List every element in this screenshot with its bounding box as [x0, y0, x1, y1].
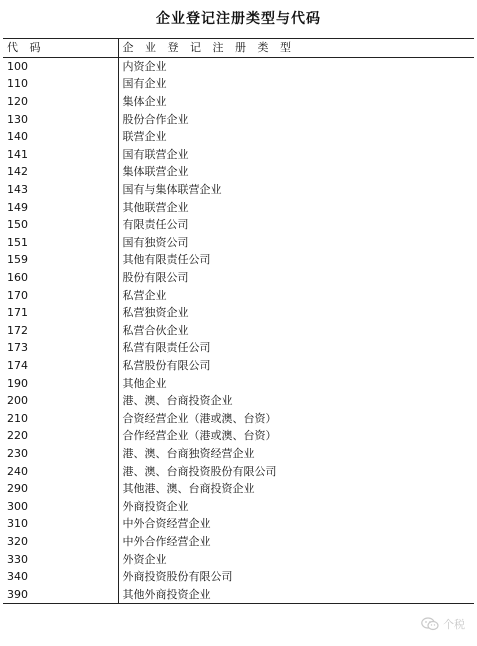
code-column-header: 代 码 [7, 41, 45, 55]
code-cell: 174 [7, 358, 28, 372]
code-cell: 100 [7, 59, 28, 73]
watermark-text: 个税 [443, 618, 465, 631]
code-cell: 159 [7, 253, 28, 267]
type-name-cell: 国有联营企业 [118, 146, 474, 164]
table-row [3, 251, 474, 269]
table-row [3, 550, 474, 568]
table-row [3, 181, 474, 199]
code-cell: 142 [7, 165, 28, 179]
table-row [3, 427, 474, 445]
table-row [3, 322, 474, 340]
type-name-cell: 私营合伙企业 [118, 322, 474, 340]
type-name-cell: 其他有限责任公司 [118, 251, 474, 269]
code-cell: 143 [7, 183, 28, 197]
type-name-cell: 其他企业 [118, 374, 474, 392]
code-cell: 390 [7, 587, 28, 601]
type-name-cell: 国有独资公司 [118, 234, 474, 252]
table-row [3, 462, 474, 480]
type-name-cell: 其他港、澳、台商投资企业 [118, 480, 474, 498]
code-cell: 172 [7, 323, 28, 337]
type-name-cell: 私营独资企业 [118, 304, 474, 322]
type-name-cell: 外商投资企业 [118, 497, 474, 515]
code-cell: 230 [7, 446, 28, 460]
wechat-icon [421, 617, 439, 631]
table-body [3, 57, 474, 603]
type-name-cell: 私营股份有限公司 [118, 357, 474, 375]
table-row [3, 374, 474, 392]
type-name-cell: 国有与集体联营企业 [118, 181, 474, 199]
table-row [3, 392, 474, 410]
type-name-cell: 中外合作经营企业 [118, 533, 474, 551]
table-row [3, 409, 474, 427]
registration-type-table [3, 38, 474, 604]
type-name-cell: 联营企业 [118, 128, 474, 146]
code-cell: 320 [7, 534, 28, 548]
table-row [3, 234, 474, 252]
table-row [3, 286, 474, 304]
table-row [3, 163, 474, 181]
type-name-cell: 其他联营企业 [118, 198, 474, 216]
type-name-cell: 港、澳、台商独资经营企业 [118, 445, 474, 463]
table-row [3, 515, 474, 533]
code-cell: 149 [7, 200, 28, 214]
code-cell: 220 [7, 429, 28, 443]
type-name-cell: 外资企业 [118, 550, 474, 568]
code-cell: 141 [7, 147, 28, 161]
table-row [3, 110, 474, 128]
table-header-row [3, 39, 474, 58]
code-cell: 200 [7, 394, 28, 408]
registration-type-table-container [3, 38, 474, 604]
table-row [3, 339, 474, 357]
type-name-cell: 外商投资股份有限公司 [118, 568, 474, 586]
code-cell: 190 [7, 376, 28, 390]
code-cell: 300 [7, 499, 28, 513]
code-cell: 120 [7, 95, 28, 109]
type-column-header: 企 业 登 记 注 册 类 型 [118, 39, 474, 58]
table-row [3, 480, 474, 498]
table-row [3, 75, 474, 93]
table-row [3, 445, 474, 463]
type-name-cell: 股份合作企业 [118, 110, 474, 128]
code-cell: 150 [7, 218, 28, 232]
watermark [421, 616, 465, 632]
type-name-cell: 私营有限责任公司 [118, 339, 474, 357]
table-row [3, 198, 474, 216]
type-name-cell: 国有企业 [118, 75, 474, 93]
code-cell: 171 [7, 306, 28, 320]
table-row [3, 57, 474, 75]
type-name-cell: 合资经营企业（港或澳、台资） [118, 409, 474, 427]
table-row [3, 216, 474, 234]
page-title: 企业登记注册类型与代码 [156, 11, 321, 27]
code-cell: 151 [7, 235, 28, 249]
table-row [3, 497, 474, 515]
code-cell: 130 [7, 112, 28, 126]
type-name-cell: 私营企业 [118, 286, 474, 304]
table-row [3, 93, 474, 111]
code-cell: 140 [7, 130, 28, 144]
code-cell: 290 [7, 482, 28, 496]
code-cell: 110 [7, 77, 28, 91]
code-cell: 173 [7, 341, 28, 355]
type-name-cell: 内资企业 [118, 57, 474, 75]
table-row [3, 357, 474, 375]
code-cell: 240 [7, 464, 28, 478]
table-row [3, 146, 474, 164]
code-cell: 340 [7, 570, 28, 584]
table-row [3, 269, 474, 287]
type-name-cell: 集体联营企业 [118, 163, 474, 181]
code-cell: 160 [7, 271, 28, 285]
type-name-cell: 其他外商投资企业 [118, 585, 474, 603]
table-row [3, 128, 474, 146]
type-name-cell: 有限责任公司 [118, 216, 474, 234]
type-name-cell: 合作经营企业（港或澳、台资） [118, 427, 474, 445]
table-header [3, 39, 474, 58]
type-name-cell: 股份有限公司 [118, 269, 474, 287]
type-name-cell: 港、澳、台商投资企业 [118, 392, 474, 410]
code-cell: 310 [7, 517, 28, 531]
code-cell: 170 [7, 288, 28, 302]
type-name-cell: 港、澳、台商投资股份有限公司 [118, 462, 474, 480]
type-name-cell: 集体企业 [118, 93, 474, 111]
table-row [3, 585, 474, 603]
type-name-cell: 中外合资经营企业 [118, 515, 474, 533]
table-row [3, 568, 474, 586]
table-row [3, 304, 474, 322]
code-cell: 330 [7, 552, 28, 566]
table-row [3, 533, 474, 551]
code-cell: 210 [7, 411, 28, 425]
